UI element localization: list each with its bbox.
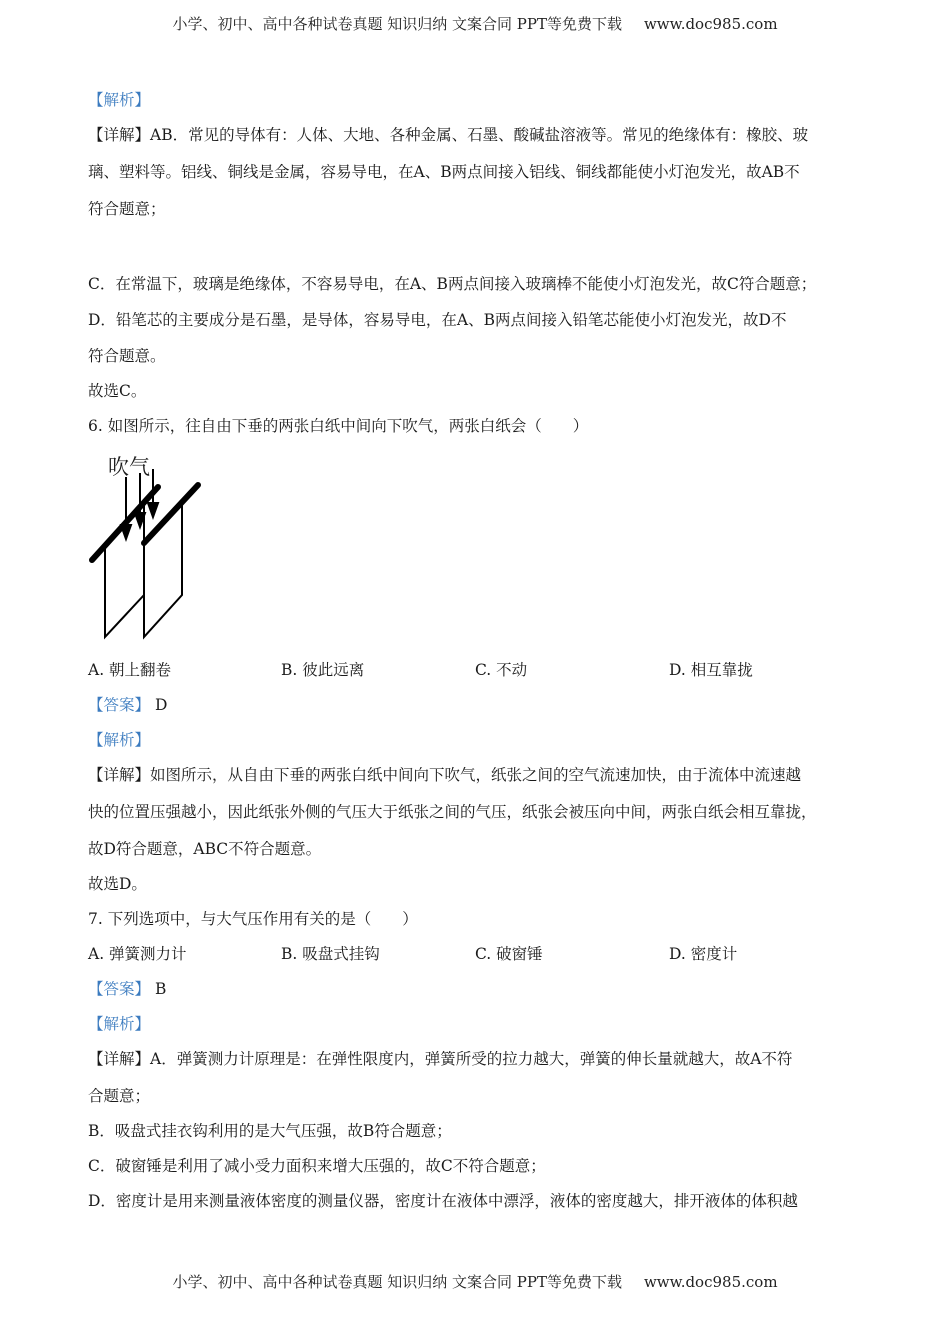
q7-option-c-explain: C．破窗锤是利用了减小受力面积来增大压强的，故C不符合题意； <box>88 1157 546 1175</box>
q7-answer-tag: 【答案】 <box>88 980 151 998</box>
q7-detail-line-1 <box>88 1049 792 1069</box>
q6-detail-line-2: 快的位置压强越小，因此纸张外侧的气压大于纸张之间的气压，纸张会被压向中间，两张白纸会相互靠拢， <box>88 803 817 821</box>
q5-choice: 故选C。 <box>88 382 147 400</box>
q7-option-d[interactable]: D. 密度计 <box>669 945 738 963</box>
header-text: 小学、初中、高中各种试卷真题 知识归纳 文案合同 PPT等免费下载 <box>172 15 622 33</box>
blowing-paper-figure <box>86 447 216 647</box>
q6-detail-line-3: 故D符合题意，ABC不符合题意。 <box>88 840 322 858</box>
q7-answer: B <box>154 980 167 998</box>
q5-detail-text-1: AB．常见的导体有：人体、大地、各种金属、石墨、酸碱盐溶液等。常见的绝缘体有：橡胶、玻 <box>150 126 809 144</box>
q7-option-b-explain: B．吸盘式挂衣钩利用的是大气压强，故B符合题意； <box>88 1122 452 1140</box>
page-header <box>0 13 950 34</box>
q6-detail-tag: 【详解】 <box>88 766 151 784</box>
q6-stem: 6. 如图所示，往自由下垂的两张白纸中间向下吹气，两张白纸会（ ） <box>88 417 589 435</box>
q5-detail-line-2: 璃、塑料等。铝线、铜线是金属，容易导电，在A、B两点间接入铝线、铜线都能使小灯泡发光，故AB不 <box>88 163 800 181</box>
q6-answer-tag: 【答案】 <box>88 696 151 714</box>
q5-option-d-explain-2: 符合题意。 <box>88 347 166 365</box>
q7-option-c[interactable]: C. 破窗锤 <box>475 945 543 963</box>
q5-detail-line-1 <box>88 125 808 145</box>
q7-detail-line-2: 合题意； <box>88 1087 151 1105</box>
footer-text: 小学、初中、高中各种试卷真题 知识归纳 文案合同 PPT等免费下载 <box>172 1273 622 1291</box>
q7-option-d-explain: D．密度计是用来测量液体密度的测量仪器，密度计在液体中漂浮，液体的密度越大，排开液体的体积越 <box>88 1192 798 1210</box>
q7-analysis-tag: 【解析】 <box>88 1015 151 1033</box>
q7-stem: 7. 下列选项中，与大气压作用有关的是（ ） <box>88 910 418 928</box>
q6-option-d[interactable]: D. 相互靠拢 <box>669 661 753 679</box>
q7-option-b[interactable]: B. 吸盘式挂钩 <box>281 945 380 963</box>
q5-detail-tag: 【详解】 <box>88 126 151 144</box>
q7-option-a[interactable]: A. 弹簧测力计 <box>88 945 187 963</box>
q6-analysis-tag: 【解析】 <box>88 731 151 749</box>
q6-option-c[interactable]: C. 不动 <box>475 661 528 679</box>
q7-detail-text-1: A．弹簧测力计原理是：在弹性限度内，弹簧所受的拉力越大，弹簧的伸长量就越大，故A不符 <box>150 1050 793 1068</box>
q6-answer: D <box>154 696 168 714</box>
q5-detail-line-3: 符合题意； <box>88 200 166 218</box>
q6-figure-label: 吹气 <box>108 455 150 479</box>
q7-detail-tag: 【详解】 <box>88 1050 151 1068</box>
q5-option-d-explain-1: D．铅笔芯的主要成分是石墨，是导体，容易导电，在A、B两点间接入铅笔芯能使小灯泡发光，故D不 <box>88 311 787 329</box>
q6-option-a[interactable]: A. 朝上翻卷 <box>88 661 172 679</box>
air-arrows <box>121 469 158 539</box>
header-url[interactable]: www.doc985.com <box>643 15 778 33</box>
q7-answer-line <box>88 979 166 999</box>
q6-choice: 故选D。 <box>88 875 147 893</box>
q5-analysis-tag: 【解析】 <box>88 91 151 109</box>
footer-url[interactable]: www.doc985.com <box>643 1273 778 1291</box>
q5-option-c-explain: C．在常温下，玻璃是绝缘体，不容易导电，在A、B两点间接入玻璃棒不能使小灯泡发光，故C符合题意； <box>88 275 817 293</box>
q6-detail-line-1 <box>88 765 801 785</box>
page-footer <box>0 1271 950 1292</box>
q6-option-b[interactable]: B. 彼此远离 <box>281 661 365 679</box>
q6-answer-line <box>88 695 167 715</box>
q6-detail-text-1: 如图所示，从自由下垂的两张白纸中间向下吹气，纸张之间的空气流速加快，由于流体中流速越 <box>150 766 802 784</box>
